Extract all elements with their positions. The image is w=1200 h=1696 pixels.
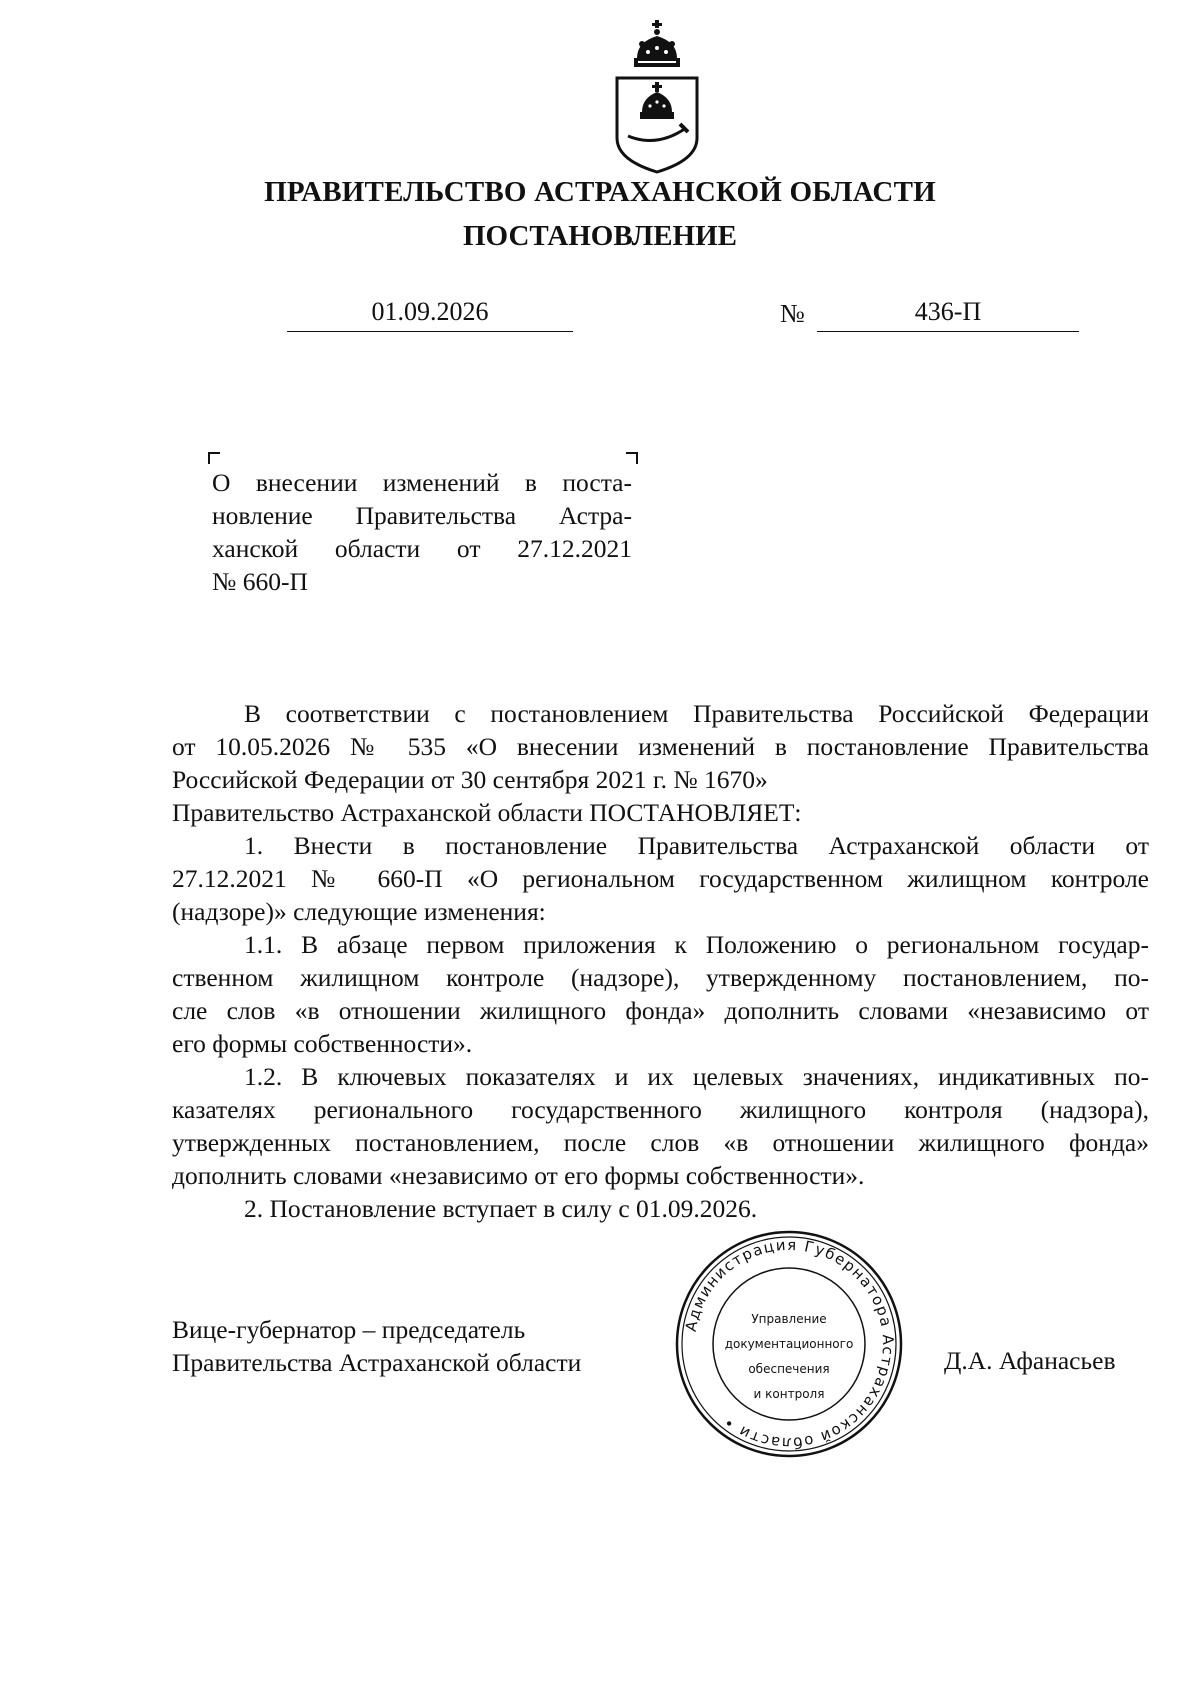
document-type: ПОСТАНОВЛЕНИЕ [462,220,737,252]
subject-corner-right [626,452,638,464]
subject-line: № 660-П [212,567,308,596]
stamp-ring-text: Администрация Губернатора Астраханской области • [681,1235,898,1453]
body-line: утвержденных постановлением, после слов «в отношении жилищного фонда» [172,1128,1149,1157]
body-line: 1.2. В ключевых показателях и их целевых значениях, индикативных по- [244,1062,1149,1091]
body-line: дополнить словами «независимо от его формы собственности». [172,1161,865,1190]
body-line: В соответствии с постановлением Правительства Российской Федерации [244,699,1149,728]
body-line: Правительство Астраханской области ПОСТАНОВЛЯЕТ: [172,798,802,827]
signatory-position-line: Вице-губернатор – председатель [172,1315,526,1344]
body-line: 2. Постановление вступает в силу с 01.09.2026. [244,1194,758,1223]
document-number: 436-П [817,297,1079,332]
body-line: (надзоре)» следующие изменения: [172,897,546,926]
subject-line: ханской области от 27.12.2021 [212,534,632,563]
signatory-position-line: Правительства Астраханской области [172,1348,582,1377]
body-line: его формы собственности». [172,1029,473,1058]
body-line: ственном жилищном контроле (надзоре), утвержденному постановлением, по- [172,963,1149,992]
number-sign: № [780,299,805,328]
stamp-center-line: и контроля [753,1387,825,1401]
body-line: сле слов «в отношении жилищного фонда» дополнить словами «независимо от [172,996,1149,1025]
document-body [172,697,1149,1225]
official-stamp [673,1228,905,1460]
subject-line: О внесении изменений в поста- [212,468,632,497]
document-date: 01.09.2026 [287,297,573,332]
stamp-center-line: документационного [724,1337,854,1351]
subject-line: новление Правительства Астра- [212,501,632,530]
body-line: 27.12.2021 № 660-П «О региональном государственном жилищном контроле [172,864,1149,893]
signatory-name: Д.А. Афанасьев [944,1346,1116,1375]
body-line: Российской Федерации от 30 сентября 2021 г. № 1670» [172,765,768,794]
body-line: 1.1. В абзаце первом приложения к Положению о региональном государ- [244,930,1149,959]
astrakhan-coat-of-arms-icon [612,20,702,175]
signatory-position [172,1313,581,1379]
stamp-center-line: Управление [751,1312,827,1326]
stamp-center-line: обеспечения [748,1362,830,1376]
body-line: от 10.05.2026 № 535 «О внесении изменений в постановление Правительства [172,732,1149,761]
subject-corner-left [208,452,220,464]
organization-title: ПРАВИТЕЛЬСТВО АСТРАХАНСКОЙ ОБЛАСТИ [264,176,936,208]
body-line: казателях регионального государственного жилищного контроля (надзора), [172,1095,1149,1124]
body-line: 1. Внести в постановление Правительства Астраханской области от [244,831,1149,860]
document-subject [212,466,632,598]
